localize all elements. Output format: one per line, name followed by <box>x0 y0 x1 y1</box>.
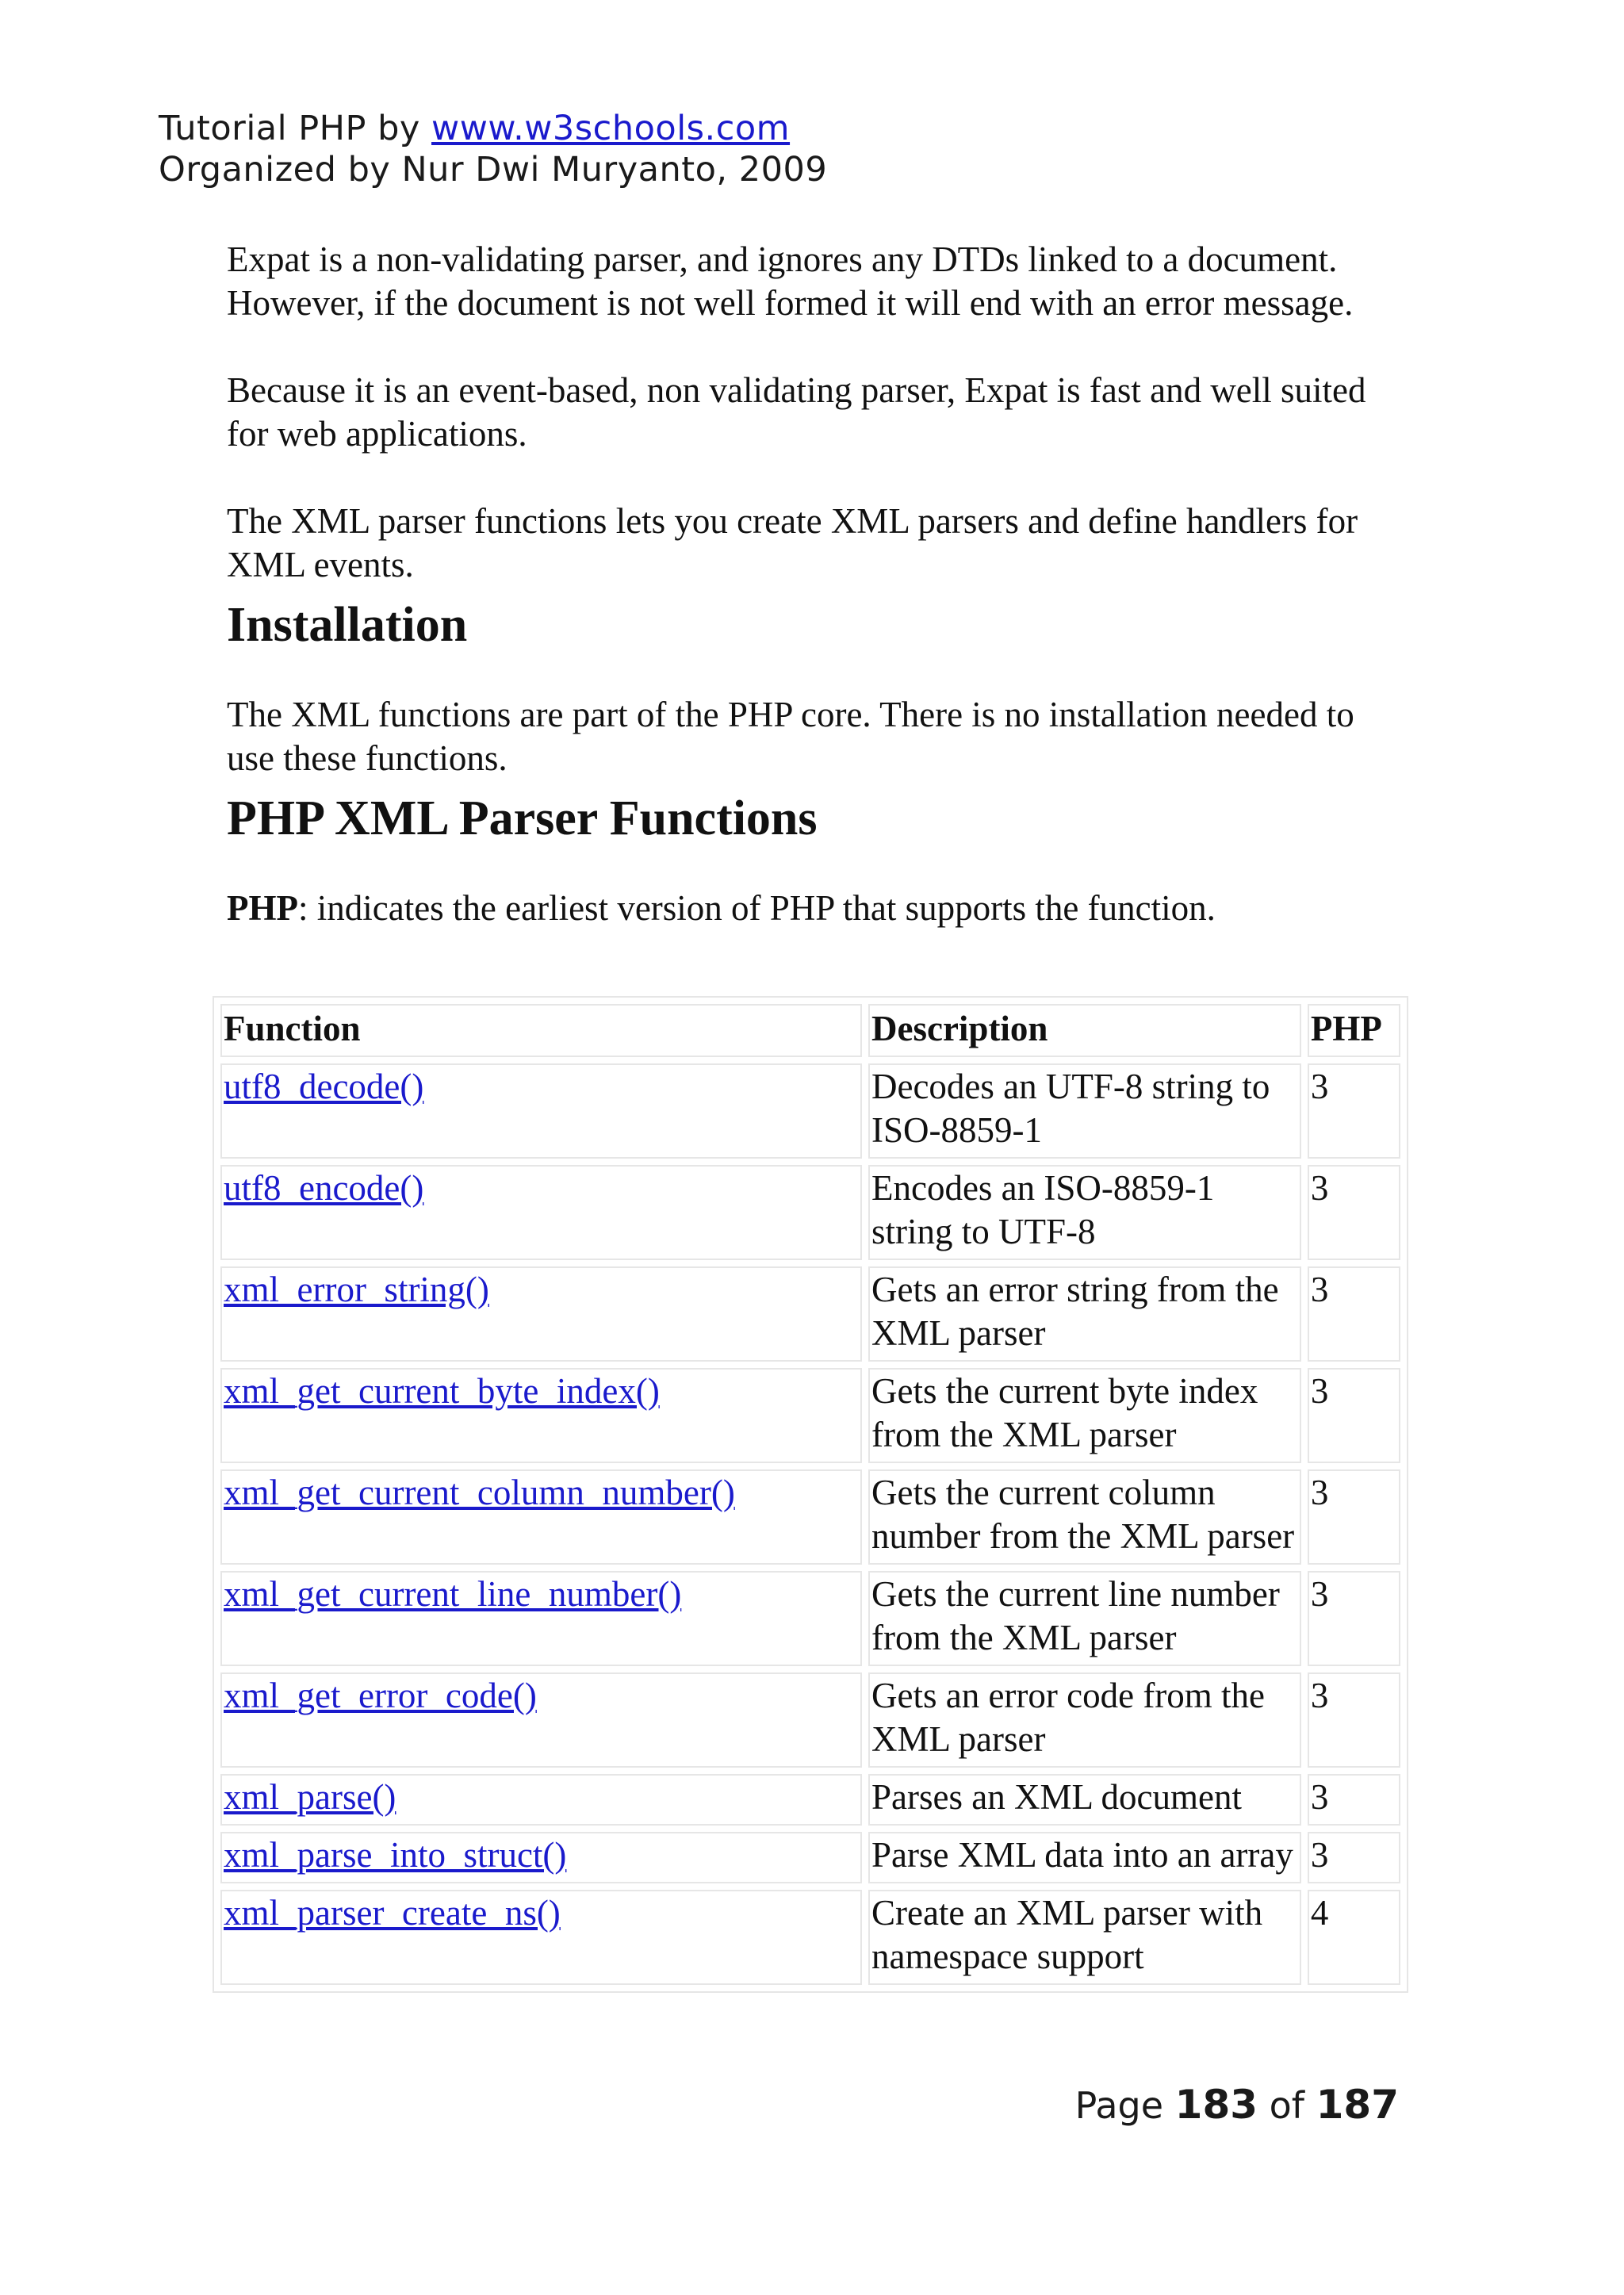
description-cell: Gets an error code from the XML parser <box>868 1672 1301 1768</box>
function-cell <box>220 1266 862 1362</box>
intro-paragraph-2: Because it is an event-based, non validating parser, Expat is fast and well suited for web applications. <box>227 370 1366 454</box>
function-link[interactable]: xml_parser_create_ns() <box>224 1893 561 1933</box>
table-row <box>220 1672 1400 1768</box>
description-cell: Gets the current byte index from the XML parser <box>868 1368 1301 1463</box>
column-header-php: PHP <box>1308 1004 1400 1057</box>
function-link[interactable]: xml_get_current_byte_index() <box>224 1371 660 1411</box>
function-link[interactable]: xml_parse_into_struct() <box>224 1835 567 1875</box>
description-cell: Gets an error string from the XML parser <box>868 1266 1301 1362</box>
php-version-cell: 4 <box>1308 1890 1400 1985</box>
php-version-cell: 3 <box>1308 1266 1400 1362</box>
php-version-cell: 3 <box>1308 1063 1400 1159</box>
header-line-1 <box>159 108 827 149</box>
of-word: of <box>1269 2084 1304 2127</box>
php-version-cell: 3 <box>1308 1469 1400 1565</box>
intro-paragraph-3: The XML parser functions lets you create XML parsers and define handlers for XML events. <box>227 501 1358 584</box>
function-cell <box>220 1368 862 1463</box>
intro-paragraph-1: Expat is a non-validating parser, and ignores any DTDs linked to a document. However, if the document is not well formed it will end with an error message. <box>227 239 1354 323</box>
column-header-function: Function <box>220 1004 862 1057</box>
php-note-bold: PHP <box>227 888 298 928</box>
table-row <box>220 1774 1400 1826</box>
table-row <box>220 1165 1400 1260</box>
w3schools-link[interactable]: www.w3schools.com <box>431 109 791 148</box>
php-note-text: : indicates the earliest version of PHP that supports the function. <box>297 888 1216 928</box>
description-cell: Parses an XML document <box>868 1774 1301 1826</box>
description-cell: Parse XML data into an array <box>868 1832 1301 1883</box>
function-cell <box>220 1571 862 1666</box>
php-version-cell: 3 <box>1308 1165 1400 1260</box>
function-cell <box>220 1063 862 1159</box>
function-cell <box>220 1672 862 1768</box>
header-title-text: Tutorial PHP by <box>159 109 432 148</box>
function-cell <box>220 1890 862 1985</box>
function-cell <box>220 1832 862 1883</box>
table-header-row <box>220 1004 1400 1057</box>
function-link[interactable]: utf8_decode() <box>224 1067 424 1106</box>
description-cell: Encodes an ISO-8859-1 string to UTF-8 <box>868 1165 1301 1260</box>
function-cell <box>220 1469 862 1565</box>
table-row <box>220 1832 1400 1883</box>
description-cell: Gets the current line number from the XML parser <box>868 1571 1301 1666</box>
table-row <box>220 1063 1400 1159</box>
function-link[interactable]: utf8_encode() <box>224 1168 424 1208</box>
php-version-cell: 3 <box>1308 1368 1400 1463</box>
php-version-cell: 3 <box>1308 1774 1400 1826</box>
document-header <box>159 108 827 190</box>
description-cell: Create an XML parser with namespace support <box>868 1890 1301 1985</box>
function-link[interactable]: xml_error_string() <box>224 1270 489 1309</box>
installation-heading: Installation <box>227 598 468 652</box>
function-cell <box>220 1774 862 1826</box>
description-cell: Gets the current column number from the XML parser <box>868 1469 1301 1565</box>
table-row <box>220 1469 1400 1565</box>
function-cell <box>220 1165 862 1260</box>
function-link[interactable]: xml_get_error_code() <box>224 1676 537 1715</box>
total-page-count: 187 <box>1316 2082 1399 2128</box>
php-version-note <box>227 887 1400 930</box>
table-row <box>220 1890 1400 1985</box>
main-content <box>227 238 1400 930</box>
functions-heading: PHP XML Parser Functions <box>227 791 818 845</box>
description-cell: Decodes an UTF-8 string to ISO-8859-1 <box>868 1063 1301 1159</box>
php-version-cell: 3 <box>1308 1672 1400 1768</box>
table-row <box>220 1368 1400 1463</box>
php-version-cell: 3 <box>1308 1571 1400 1666</box>
header-line-2: Organized by Nur Dwi Muryanto, 2009 <box>159 150 828 190</box>
functions-table <box>213 996 1408 1993</box>
column-header-description: Description <box>868 1004 1301 1057</box>
table-row <box>220 1266 1400 1362</box>
installation-text: The XML functions are part of the PHP core. There is no installation needed to use these functions. <box>227 695 1354 778</box>
function-link[interactable]: xml_parse() <box>224 1777 396 1817</box>
page-footer <box>1075 2082 1399 2128</box>
page-word: Page <box>1074 2084 1164 2127</box>
php-version-cell: 3 <box>1308 1832 1400 1883</box>
function-link[interactable]: xml_get_current_line_number() <box>224 1574 682 1614</box>
function-link[interactable]: xml_get_current_column_number() <box>224 1473 735 1512</box>
table-row <box>220 1571 1400 1666</box>
current-page-number: 183 <box>1174 2082 1258 2128</box>
